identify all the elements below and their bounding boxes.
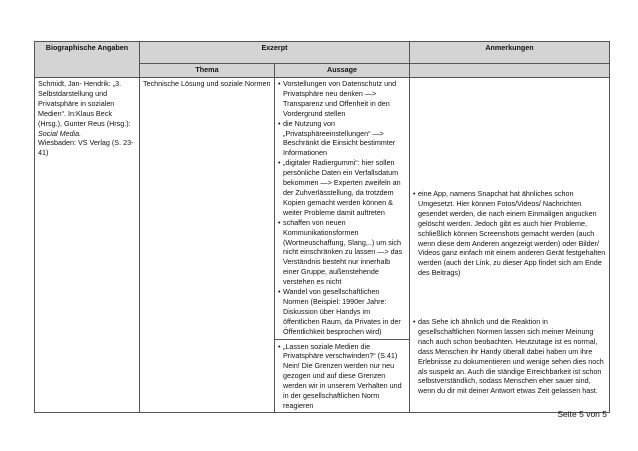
page-number: Seite 5 von 5	[557, 409, 607, 419]
aussage-item: • die Nutzung von „Privatsphäreeinstellungen“ —> Beschränkt die Einsicht bestimmter Informationen	[278, 119, 406, 159]
header-anmerkungen: Anmerkungen	[410, 42, 610, 64]
aussage-list	[278, 79, 406, 337]
aussage-item-final: • „Lassen soziale Medien die Privatsphäre verschwinden?“ (S.41) Nein! Die Grenzen werden nur neu gezogen und auf diese Grenzen werden wir in unserem Verhalten und in der gesellschaftlichen Norm reagieren	[278, 342, 406, 411]
note-item-snapchat: • eine App, namens Snapchat hat ähnliches schon Umgesetzt. Hier können Fotos/Videos/ Nachrichten gesendet werden, die nach einem Einmaligen angucken gelöscht werden. Jedoch gibt es auch hier Probleme, schließlich können Screenshots gemacht werden (auch wenn diese dem Anderen angezeigt werden) oder Bilder/ Videos ganz einfach mit einem anderen Gerät festgehalten werden (auch der Link, zu dieser App findet sich am Ende des Beitrags)	[413, 189, 606, 278]
aussage-cell	[275, 78, 410, 413]
citation-text: Schmidt, Jan- Hendrik: „3. Selbstdarstellung und Privatsphäre in sozialen Medien“. In:Klaus Beck (Hrsg.), Gunter Reus (Hrsg.): Social Media.	[38, 79, 131, 138]
subheader-aussage: Aussage	[275, 64, 410, 78]
citation-title: Social Media.	[38, 128, 82, 138]
note-item-normen: • das Sehe ich ähnlich und die Reaktion in gesellschaftlichen Normen lassen sich meiner Meinung nach auch schon beobachten. Heutzutage ist es normal, dass Menschen ihr Handy überall dabei haben um ihre Erlebnisse zu dokumentieren und wenige sehen dies noch als suspekt an. Auch die ständige Erreichbarkeit ist schon selbstverständlich, sodass Menschen eher sauer sind, wenn du dir mit deiner Antwort etwas Zeit gelassen hast.	[413, 317, 606, 396]
citation-publisher: Wiesbaden: VS Verlag (S. 23-41)	[38, 138, 134, 158]
header-exzerpt: Exzerpt	[140, 42, 410, 64]
source-cell	[35, 78, 140, 413]
excerpt-table	[34, 41, 610, 413]
notes-cell	[410, 78, 610, 413]
header-biographische-angaben: Biographische Angaben	[35, 42, 140, 78]
aussage-item: • „digitaler Radiergummi“: hier sollen persönliche Daten ein Verfallsdatum bekommen —> Experten zweifeln an der Zuhverlässtellung, da trotzdem Kopien gemacht werden können & weiter Probleme damit auftreten	[278, 158, 406, 217]
aussage-divider	[275, 339, 409, 411]
thema-cell: Technische Lösung und soziale Normen	[140, 78, 275, 413]
aussage-item: • Wandel von gesellschaftlichen Normen (Beispiel: 1990er Jahre: Diskussion über Handys im öffentlichen Raum, da Privates in der Öffentlichkeit besprochen wird)	[278, 287, 406, 337]
subheader-thema: Thema	[140, 64, 275, 78]
subheader-blank	[410, 64, 610, 78]
aussage-item: • schaffen von neuen Kommunikationsformen (Wortneuschaffung, Slang,..) um sich nicht einschränken zu lassen —> das Verständnis besteht nur innerhalb einer Gruppe, außenstehende verstehen es nicht	[278, 218, 406, 287]
aussage-item: • Vorstellungen von Datenschutz und Privatsphäre neu denken —> Transparenz und Offenheit in den Vordergrund stellen	[278, 79, 406, 119]
